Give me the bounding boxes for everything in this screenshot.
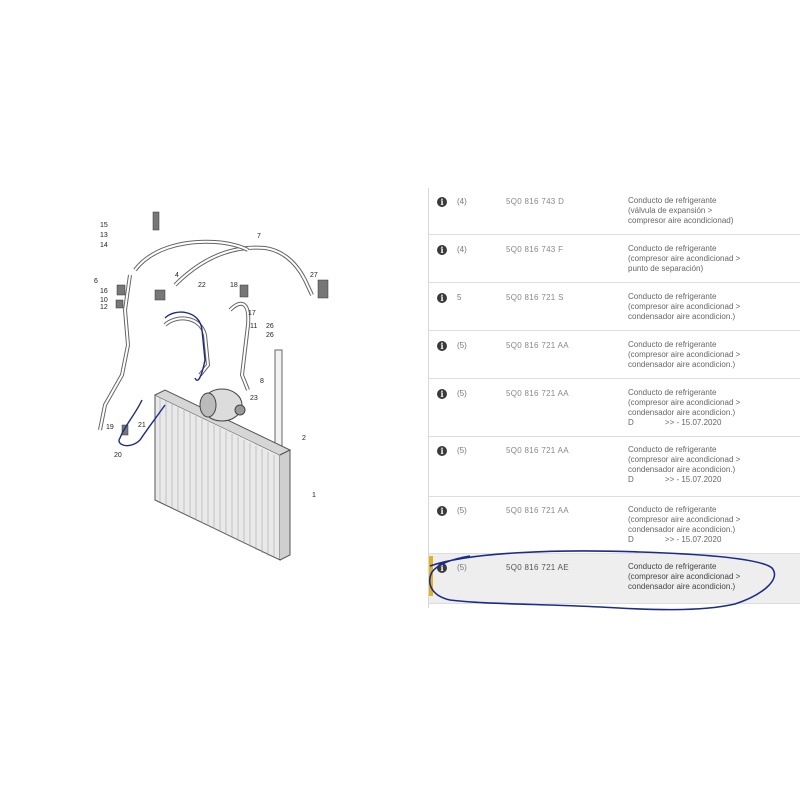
part-row[interactable]: [429, 284, 800, 331]
part-number: 5Q0 816 743 D: [506, 197, 565, 206]
callout-13[interactable]: 13: [100, 232, 108, 239]
part-description: Conducto de refrigerante (compresor aire acondicionad > condensador aire acondicion.) D >> - 15.07.2020: [628, 445, 741, 484]
selection-accent: [429, 556, 433, 596]
callout-7[interactable]: 7: [257, 233, 261, 240]
part-number: 5Q0 816 721 AA: [506, 389, 569, 398]
part-row[interactable]: [429, 188, 800, 235]
callout-1[interactable]: 1: [312, 492, 316, 499]
callout-27[interactable]: 27: [310, 272, 318, 279]
part-number: 5Q0 816 721 S: [506, 293, 564, 302]
info-icon[interactable]: i: [437, 389, 447, 399]
part-row[interactable]: [429, 332, 800, 379]
part-number: 5Q0 816 721 AA: [506, 341, 569, 350]
info-icon[interactable]: i: [437, 245, 447, 255]
part-description: Conducto de refrigerante (compresor aire acondicionad > punto de separación): [628, 244, 741, 273]
callout-19[interactable]: 19: [106, 424, 114, 431]
part-number: 5Q0 816 743 F: [506, 245, 564, 254]
part-row[interactable]: [429, 380, 800, 437]
parts-diagram[interactable]: [80, 200, 330, 580]
part-row[interactable]: [429, 497, 800, 554]
callout-11[interactable]: 11: [250, 323, 258, 330]
part-qty: (5): [457, 389, 467, 398]
callout-20[interactable]: 20: [114, 452, 122, 459]
part-row[interactable]: [429, 437, 800, 497]
part-qty: (4): [457, 245, 467, 254]
callout-10[interactable]: 10: [100, 297, 108, 304]
info-icon[interactable]: i: [437, 197, 447, 207]
part-description: Conducto de refrigerante (compresor aire acondicionad > condensador aire acondicion.): [628, 292, 741, 321]
callout-21[interactable]: 21: [138, 422, 146, 429]
part-qty: (5): [457, 341, 467, 350]
part-description: Conducto de refrigerante (compresor aire acondicionad > condensador aire acondicion.): [628, 562, 741, 591]
callout-16[interactable]: 16: [100, 288, 108, 295]
callout-17[interactable]: 17: [248, 310, 256, 317]
callout-14[interactable]: 14: [100, 242, 108, 249]
callout-4[interactable]: 4: [175, 272, 179, 279]
part-qty: (4): [457, 197, 467, 206]
info-icon[interactable]: i: [437, 506, 447, 516]
parts-table: [428, 188, 800, 608]
part-qty: 5: [457, 293, 462, 302]
callout-8[interactable]: 8: [260, 378, 264, 385]
part-description: Conducto de refrigerante (compresor aire acondicionad > condensador aire acondicion.): [628, 340, 741, 369]
part-description: Conducto de refrigerante (compresor aire acondicionad > condensador aire acondicion.) D >> - 15.07.2020: [628, 388, 741, 427]
part-description: Conducto de refrigerante (válvula de expansión > compresor aire acondicionad): [628, 196, 734, 225]
callout-26a[interactable]: 26: [266, 323, 274, 330]
info-icon[interactable]: i: [437, 446, 447, 456]
part-number: 5Q0 816 721 AE: [506, 563, 569, 572]
callout-23[interactable]: 23: [250, 395, 258, 402]
callout-12[interactable]: 12: [100, 304, 108, 311]
callout-18[interactable]: 18: [230, 282, 238, 289]
callout-26b[interactable]: 26: [266, 332, 274, 339]
part-qty: (5): [457, 446, 467, 455]
info-icon[interactable]: i: [437, 563, 447, 573]
part-row[interactable]: [429, 236, 800, 283]
part-qty: (5): [457, 563, 467, 572]
callout-22[interactable]: 22: [198, 282, 206, 289]
callout-15[interactable]: 15: [100, 222, 108, 229]
part-number: 5Q0 816 721 AA: [506, 506, 569, 515]
part-number: 5Q0 816 721 AA: [506, 446, 569, 455]
part-qty: (5): [457, 506, 467, 515]
callout-2[interactable]: 2: [302, 435, 306, 442]
part-description: Conducto de refrigerante (compresor aire acondicionad > condensador aire acondicion.) D >> - 15.07.2020: [628, 505, 741, 544]
info-icon[interactable]: i: [437, 293, 447, 303]
part-row-selected[interactable]: [429, 554, 800, 604]
diagram-drawing: [80, 200, 330, 580]
callout-6[interactable]: 6: [94, 278, 98, 285]
info-icon[interactable]: i: [437, 341, 447, 351]
